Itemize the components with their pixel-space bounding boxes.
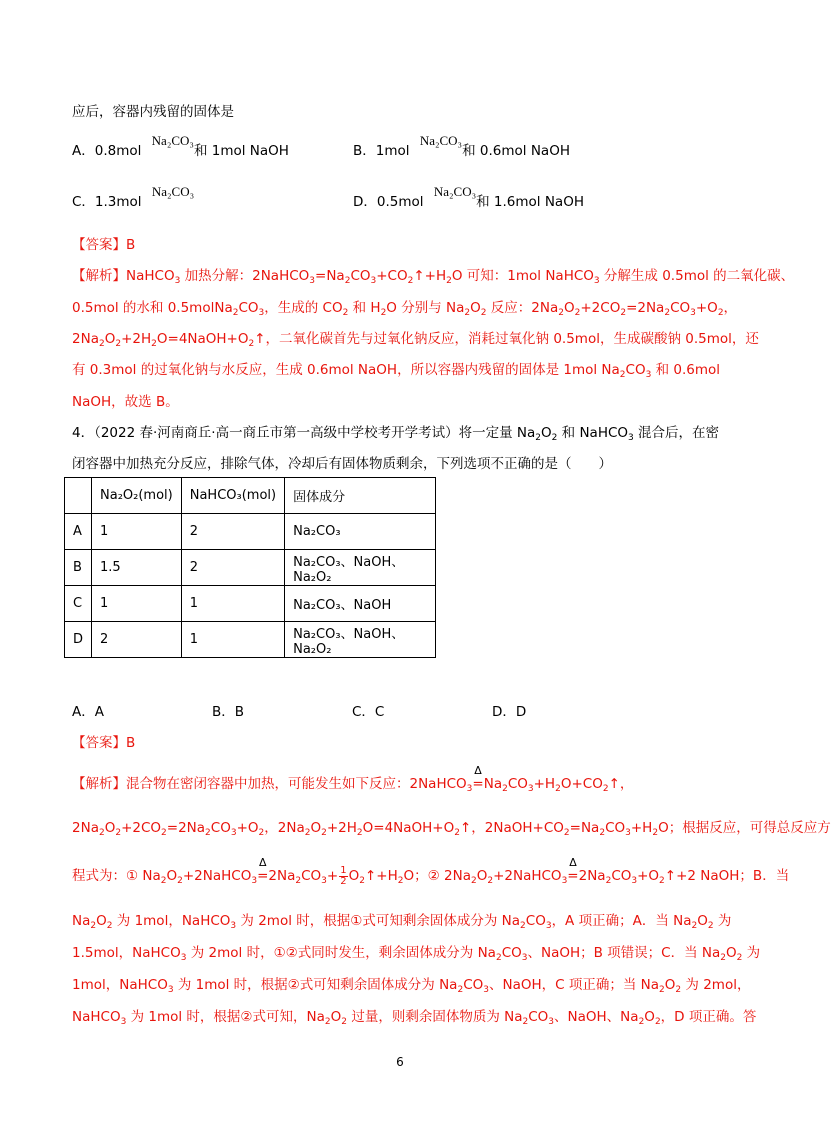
analysis-line-5: 1.5mol，NaHCO$_3$ 为 2mol 时，①②式同时发生，剩余固体成分为 $Na_2CO_3$、NaOH；B 项错误；C．当 $Na_2O_2$ 为 <box>72 945 761 963</box>
option-b-formula: Na₂CO₃ <box>419 133 463 148</box>
option-a <box>72 133 289 159</box>
table-header-cell: Na₂O₂(mol) <box>92 478 182 514</box>
table-cell: D <box>65 622 92 658</box>
analysis-line-2: $2Na_2O_2+2CO_2=2Na_2CO_3+O_2$，$2Na_2O_2+2H_2O=4NaOH+O_2↑$，$2NaOH+CO_2=Na_2CO_3+H_2O$；根据反应，可得总反应方 <box>72 820 831 838</box>
analysis-line-7: NaHCO$_3$ 为 1mol 时，根据②式可知，$Na_2O_2$ 过量，则剩余固体物质为 $Na_2CO_3$、NaOH、$Na_2O_2$，D 项正确。答 <box>72 1009 757 1027</box>
table-header-row <box>65 478 436 514</box>
analysis-line-2: 0.5mol 的水和 $0.5molNa_2CO_3$，生成的 $CO_2$ 和 $H_2O$ 分别与 $Na_2O_2$ 反应：$2Na_2O_2+2CO_2=2Na_2CO_3+O_2$， <box>72 300 738 318</box>
table-cell: 2 <box>92 622 182 658</box>
choice-c: C．C <box>352 704 385 720</box>
table-cell: Na₂CO₃ <box>285 514 436 550</box>
answer-label: 【答案】B <box>72 735 136 751</box>
choice-d: D．D <box>492 704 527 720</box>
table-row <box>65 586 436 622</box>
option-d-formula: Na₂CO₃ <box>433 184 477 199</box>
table-row <box>65 514 436 550</box>
table-cell: B <box>65 550 92 586</box>
analysis-line-5: NaOH，故选 B。 <box>72 394 179 410</box>
table-cell: 1 <box>92 586 182 622</box>
table-cell: C <box>65 586 92 622</box>
option-a-formula: Na₂CO₃ <box>151 133 194 148</box>
option-b-label: B．1mol <box>353 143 410 159</box>
option-d-label: D．0.5mol <box>353 194 424 210</box>
option-b-tail: 和 0.6mol NaOH <box>462 143 570 159</box>
page-number: 6 <box>396 1055 404 1069</box>
analysis-line-3: 程式为：① $Na_2O_2+2NaHCO_3\Delta =2Na_2CO_3+$ $\frac{1}{2}$ $O_2↑+H_2O$；② $2Na_2O_2+2NaHCO_3\Delta$ $=2Na_2CO_3+O_2↑+2$ NaOH；B．当 <box>72 864 789 887</box>
question-stem-tail: 应后，容器内残留的固体是 <box>72 104 234 120</box>
table-cell: Na₂CO₃、NaOH、Na₂O₂ <box>285 622 436 658</box>
choice-a: A．A <box>72 704 104 720</box>
option-c-formula: Na₂CO₃ <box>151 184 195 199</box>
analysis-line-3: $2Na_2O_2+2H_2O=4NaOH+O_2↑$，二氧化碳首先与过氧化钠反应，消耗过氧化钠 0.5mol，生成碳酸钠 0.5mol，还 <box>72 331 759 349</box>
option-a-label: A．0.8mol <box>72 143 142 159</box>
option-d <box>353 184 584 210</box>
table-cell: 1 <box>92 514 182 550</box>
analysis-line-1: 【解析】NaHCO$_3$ 加热分解：$2NaHCO_3=Na_2CO_3+CO_2↑+H_2O$ 可知：1mol NaHCO$_3$ 分解生成 0.5mol 的二氧化碳、 <box>72 268 795 286</box>
table-header-cell <box>65 478 92 514</box>
choice-b: B．B <box>212 704 245 720</box>
table-cell: 2 <box>181 514 284 550</box>
table-row <box>65 622 436 658</box>
option-b <box>353 133 570 159</box>
table-row <box>65 550 436 586</box>
data-table <box>64 477 436 658</box>
option-c <box>72 184 195 210</box>
table-cell: Na₂CO₃、NaOH <box>285 586 436 622</box>
option-a-tail: 和 1mol NaOH <box>193 143 289 159</box>
analysis-line-6: 1mol，NaHCO$_3$ 为 1mol 时，根据②式可知剩余固体成分为 $Na_2CO_3$、NaOH，C 项正确；当 $Na_2O_2$ 为 2mol， <box>72 977 751 995</box>
table-header-cell: 固体成分 <box>285 478 436 514</box>
table-cell: 2 <box>181 550 284 586</box>
option-d-tail: 和 1.6mol NaOH <box>476 194 584 210</box>
table-cell: 1 <box>181 586 284 622</box>
question-4-stem-line-2: 闭容器中加热充分反应，排除气体，冷却后有固体物质剩余，下列选项不正确的是（ ） <box>72 456 612 472</box>
table-cell: Na₂CO₃、NaOH、Na₂O₂ <box>285 550 436 586</box>
analysis-line-1: 【解析】混合物在密闭容器中加热，可能发生如下反应：2NaHCO$_3$Δ $=Na_2CO_3+H_2O+CO_2↑$， <box>72 772 633 792</box>
question-source: （2022 春·河南商丘·高一商丘市第一高级中学校考开学考试） <box>94 425 459 441</box>
table-header-cell: NaHCO₃(mol) <box>181 478 284 514</box>
table-cell: 1.5 <box>92 550 182 586</box>
question-4-stem-line-1: 4．（2022 春·河南商丘·高一商丘市第一高级中学校考开学考试）将一定量 $Na_2O_2$ 和 NaHCO$_3$ 混合后，在密 <box>72 425 720 443</box>
question-number: 4． <box>72 425 95 441</box>
option-c-label: C．1.3mol <box>72 194 142 210</box>
analysis-line-4: 有 0.3mol 的过氧化钠与水反应，生成 0.6mol NaOH，所以容器内残留的固体是 1mol $Na_2CO_3$ 和 0.6mol <box>72 362 721 380</box>
table-cell: A <box>65 514 92 550</box>
analysis-line-4: $Na_2O_2$ 为 1mol，NaHCO$_3$ 为 2mol 时，根据①式可知剩余固体成分为 $Na_2CO_3$，A 项正确；A．当 $Na_2O_2$ 为 <box>72 913 732 931</box>
table-cell: 1 <box>181 622 284 658</box>
answer-label: 【答案】B <box>72 237 136 253</box>
